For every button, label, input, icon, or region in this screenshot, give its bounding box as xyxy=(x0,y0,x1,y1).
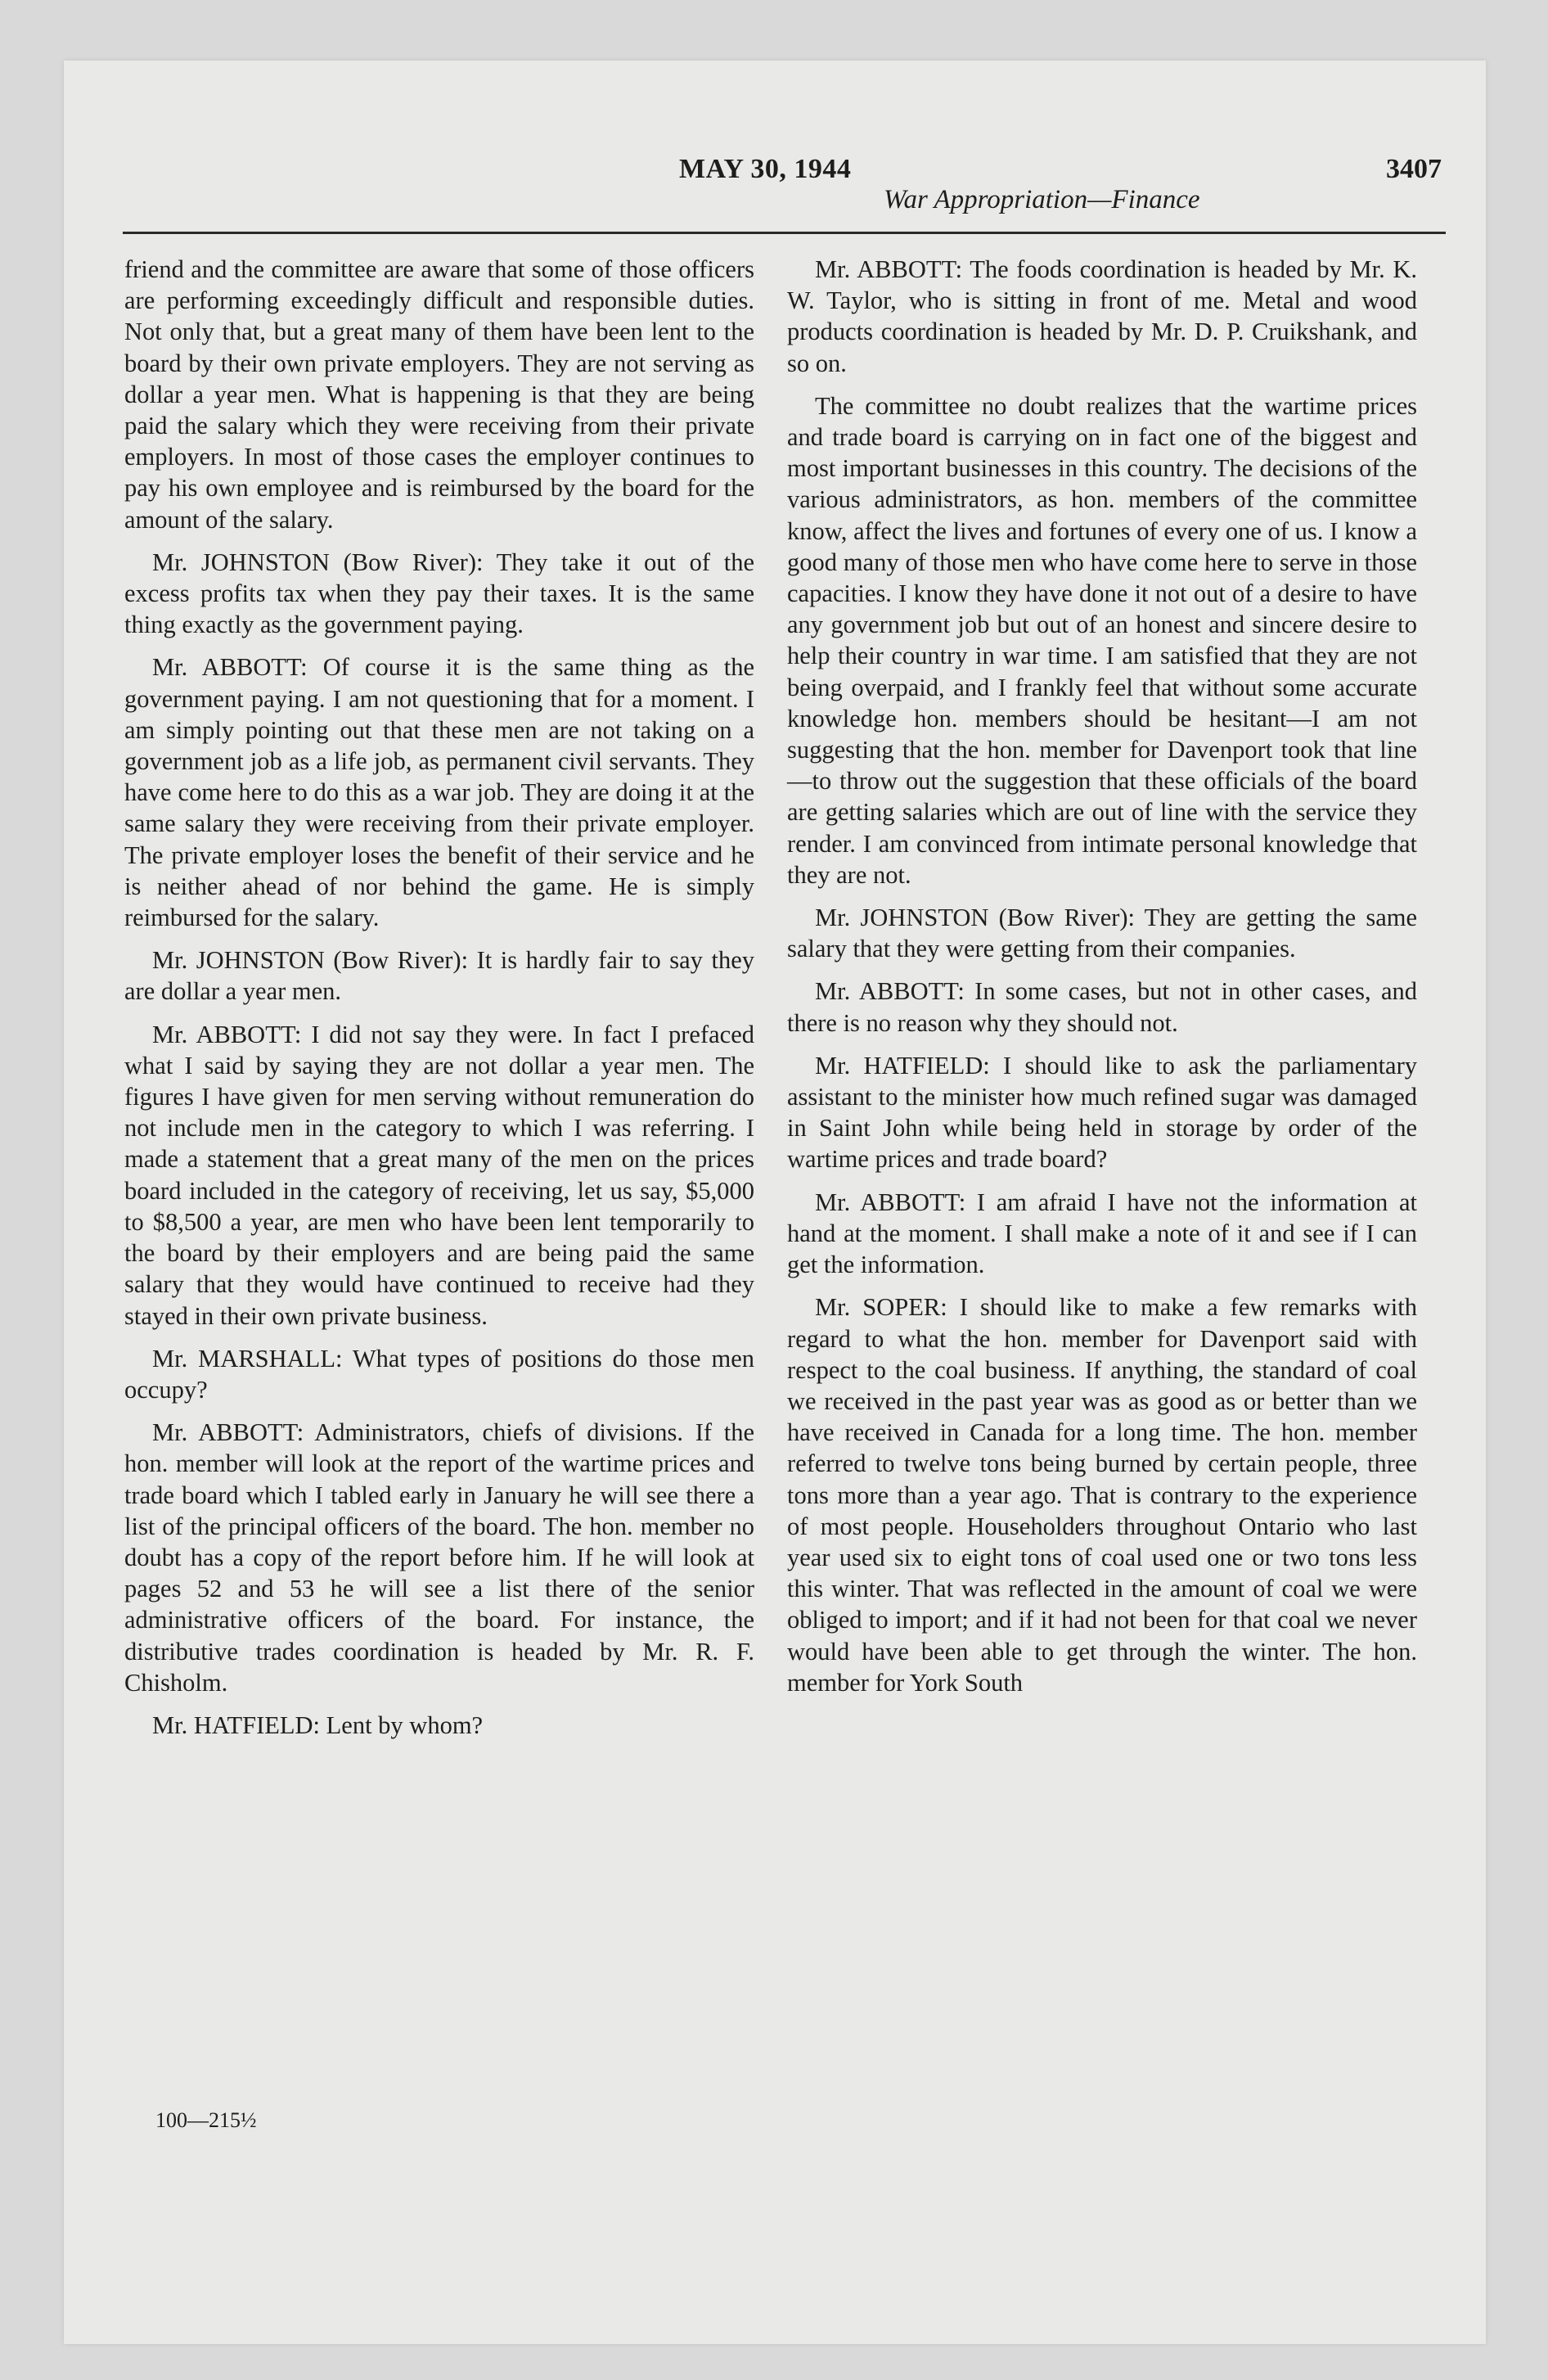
paragraph: Mr. JOHNSTON (Bow River): It is hardly fair to say they are dollar a year men. xyxy=(124,946,754,1006)
paragraph: Mr. HATFIELD: Lent by whom? xyxy=(152,1711,484,1739)
header-running-title: War Appropriation—Finance xyxy=(884,185,1200,214)
paragraph: Mr. JOHNSTON (Bow River): They take it out of the excess profits tax when they pay their taxes. It is the same thing exactly as the government paying. xyxy=(124,548,754,639)
paragraph: Mr. JOHNSTON (Bow River): They are getting the same salary that they were getting from their companies. xyxy=(787,904,1417,963)
right-column xyxy=(787,254,1417,1710)
paragraph: Mr. MARSHALL: What types of positions do those men occupy? xyxy=(124,1344,754,1404)
header-rule xyxy=(123,232,1446,234)
signature-code: 100—215½ xyxy=(155,2108,257,2132)
left-column xyxy=(124,254,754,1752)
header-date: MAY 30, 1944 xyxy=(679,154,852,184)
paragraph: Mr. ABBOTT: In some cases, but not in other cases, and there is no reason why they should not. xyxy=(787,977,1417,1037)
paragraph: Mr. ABBOTT: I did not say they were. In fact I prefaced what I said by saying they are not dollar a year men. The figures I have given for men serving without remuneration do not include men in the category to which I was referring. I made a statement that a great many of the men on the prices board included in the category of receiving, let us say, $5,000 to $8,500 a year, are men who have been lent temporarily to the board by their employers and are being paid the same salary that they would have continued to receive had they stayed in their own private business. xyxy=(124,1020,754,1330)
paragraph: Mr. ABBOTT: I am afraid I have not the information at hand at the moment. I shall make a note of it and see if I can get the information. xyxy=(787,1188,1417,1279)
paragraph: Mr. SOPER: I should like to make a few remarks with regard to what the hon. member for Davenport said with respect to the coal business. If anything, the standard of coal we received in the past year was as good as or better than we have received in Canada for a long time. The hon. member referred to twelve tons being burned by certain people, three tons more than a year ago. That is contrary to the experience of most people. Householders throughout Ontario who last year used six to eight tons of coal used one or two tons less this winter. That was reflected in the amount of coal we were obliged to import; and if it had not been for that coal we never would have been able to get through the winter. The hon. member for York South xyxy=(787,1293,1417,1697)
paragraph: Mr. ABBOTT: Administrators, chiefs of divisions. If the hon. member will look at the report of the wartime prices and trade board which I tabled early in January he will see there a list of the principal officers of the board. The hon. member no doubt has a copy of the report before him. If he will look at pages 52 and 53 he will see a list there of the senior administrative officers of the board. For instance, the distributive trades coordination is headed by Mr. R. F. Chisholm. xyxy=(124,1418,754,1697)
paragraph: Mr. ABBOTT: The foods coordination is headed by Mr. K. W. Taylor, who is sitting in front of me. Metal and wood products coordination is headed by Mr. D. P. Cruikshank, and so on. xyxy=(787,255,1417,377)
paragraph: The committee no doubt realizes that the wartime prices and trade board is carrying on in fact one of the biggest and most important businesses in this country. The decisions of the various administrators, as hon. members of the committee know, affect the lives and fortunes of every one of us. I know a good many of those men who have come here to serve in those capacities. I know they have done it not out of a desire to have any government job but out of an honest and sincere desire to help their country in war time. I am satisfied that they are not being overpaid, and I frankly feel that without some accurate knowledge hon. members should be hesitant—I am not suggesting that the hon. member for Davenport took that line—to throw out the suggestion that these officials of the board are getting salaries which are out of line with the service they render. I am convinced from intimate personal knowledge that they are not. xyxy=(787,391,1417,889)
header-page-number: 3407 xyxy=(1386,154,1442,184)
paragraph: friend and the committee are aware that some of those officers are performing exceedingly difficult and responsible duties. Not only that, but a great many of them have been lent to the board by their own private employers. They are not serving as dollar a year men. What is happening is that they are being paid the salary which they were receiving from their private employers. In most of those cases the employer continues to pay his own employee and is reimbursed by the board for the amount of the salary. xyxy=(124,255,754,534)
paragraph: Mr. ABBOTT: Of course it is the same thing as the government paying. I am not questioning that for a moment. I am simply pointing out that these men are not taking on a government job as a life job, as permanent civil servants. They have come here to do this as a war job. They are doing it at the same salary they were receiving from their private employer. The private employer loses the benefit of their service and he is neither ahead of nor behind the game. He is simply reimbursed for the salary. xyxy=(124,653,754,932)
page-header xyxy=(123,147,1442,213)
paragraph: Mr. HATFIELD: I should like to ask the parliamentary assistant to the minister how much refined sugar was damaged in Saint John while being held in storage by order of the wartime prices and trade board? xyxy=(787,1051,1417,1174)
